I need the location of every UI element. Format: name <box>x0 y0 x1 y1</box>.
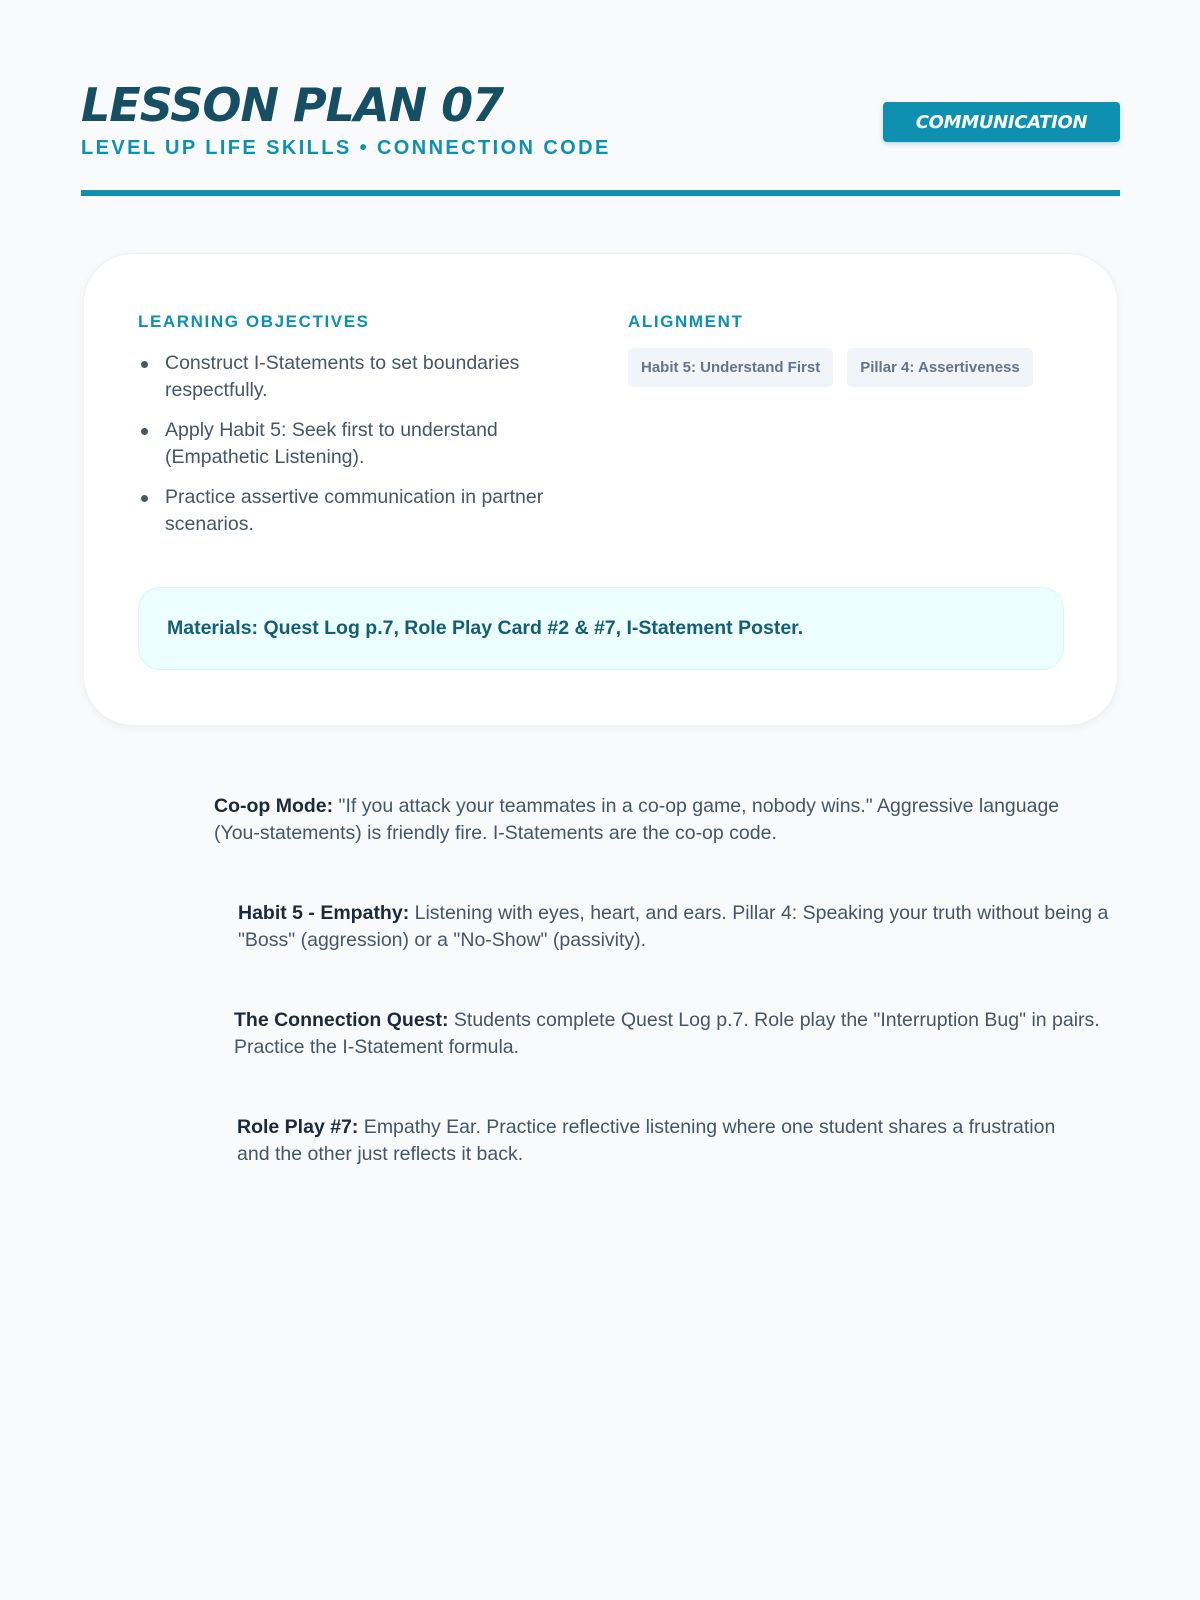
agenda-body: Students complete Quest Log p.7. Role play the "Interruption Bug" in pairs. Practice the I-Statement formula. <box>234 1009 1100 1058</box>
alignment-tag: Pillar 4: Assertiveness <box>847 348 1033 387</box>
page-subtitle: LEVEL UP LIFE SKILLS • CONNECTION CODE <box>81 137 611 159</box>
agenda-heading: Role Play #7: <box>237 1116 359 1138</box>
objective-item: Construct I-Statements to set boundaries respectfully. <box>138 350 578 404</box>
objective-item: Practice assertive communication in partner scenarios. <box>138 484 578 538</box>
alignment-tags <box>628 348 1033 387</box>
objectives-heading: LEARNING OBJECTIVES <box>138 312 370 331</box>
agenda-description <box>214 793 1094 847</box>
agenda-description <box>238 900 1118 954</box>
objective-item: Apply Habit 5: Seek first to understand (Empathetic Listening). <box>138 417 578 471</box>
objectives-list <box>138 350 578 551</box>
alignment-heading: ALIGNMENT <box>628 312 744 331</box>
materials-callout: Materials: Quest Log p.7, Role Play Card #2 & #7, I-Statement Poster. <box>138 587 1064 670</box>
agenda-body: "If you attack your teammates in a co-op game, nobody wins." Aggressive language (You-statements) is friendly fire. I-Statements are the co-op code. <box>214 795 1060 844</box>
agenda-heading: Co-op Mode: <box>214 795 334 817</box>
overview-card <box>83 253 1118 726</box>
page-title: LESSON PLAN 07 <box>81 78 504 132</box>
header-divider <box>81 190 1120 196</box>
header <box>81 78 1120 198</box>
agenda-body: Listening with eyes, heart, and ears. Pillar 4: Speaking your truth without being a "Boss" (aggression) or a "No-Show" (passivity). <box>238 902 1109 951</box>
agenda-description <box>237 1114 1067 1168</box>
agenda-heading: Habit 5 - Empathy: <box>238 902 410 924</box>
agenda-heading: The Connection Quest: <box>234 1009 449 1031</box>
agenda-body: Empathy Ear. Practice reflective listening where one student shares a frustration and the other just reflects it back. <box>237 1116 1056 1165</box>
agenda-description <box>234 1007 1119 1061</box>
alignment-tag: Habit 5: Understand First <box>628 348 833 387</box>
category-badge: COMMUNICATION <box>883 102 1120 142</box>
